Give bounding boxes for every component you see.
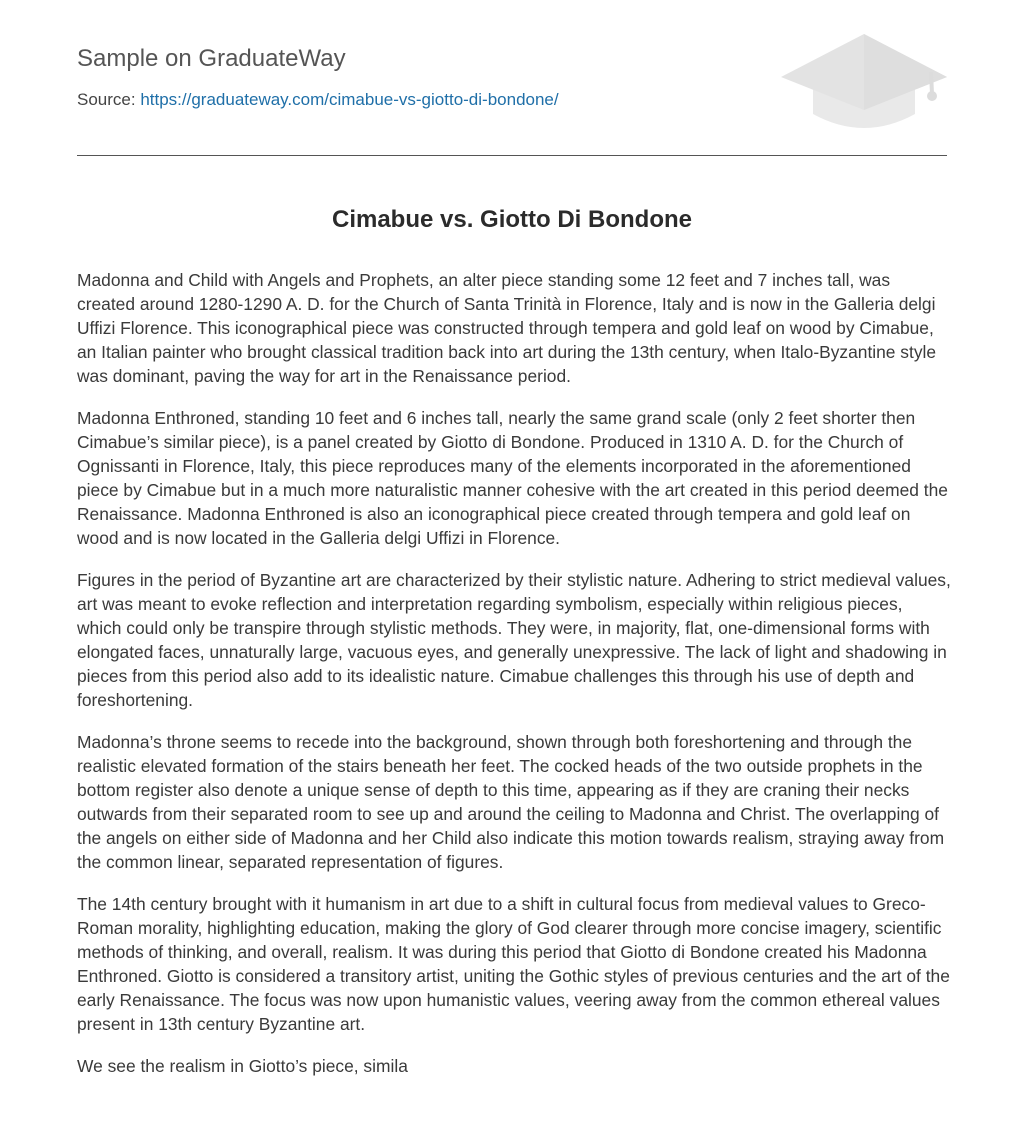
essay-paragraph: Madonna and Child with Angels and Prophets, an alter piece standing some 12 feet and 7 inches tall, was created around 1280-1290 A. D. for the Church of Santa Trinità in Florence, Italy and is now in the Galleria delgi Uffizi Florence. This iconographical piece was constructed through tempera and gold leaf on wood by Cimabue, an Italian painter who brought classical tradition back into art during the 13th century, when Italo-Byzantine style was dominant, paving the way for art in the Renaissance period. <box>77 270 937 386</box>
source-label: Source: <box>77 90 141 109</box>
essay-paragraph: Madonna’s throne seems to recede into the background, shown through both foreshortening and through the realistic elevated formation of the stairs beneath her feet. The cocked heads of the two outside prophets in the bottom register also denote a unique sense of depth to this time, appearing as if they are craning their necks outwards from their separated room to see up and around the ceiling to Madonna and Christ. The overlapping of the angels on either side of Madonna and her Child also indicate this motion towards realism, straying away from the common linear, separated representation of figures. <box>77 732 945 872</box>
source-link[interactable]: https://graduateway.com/cimabue-vs-giotto-di-bondone/ <box>140 90 559 109</box>
graduation-cap-icon <box>781 30 947 134</box>
essay-body <box>77 268 951 1096</box>
essay-paragraph: Madonna Enthroned, standing 10 feet and 6 inches tall, nearly the same grand scale (only 2 feet shorter then Cimabue’s similar piece), is a panel created by Giotto di Bondone. Produced in 1310 A. D. for the Church of Ognissanti in Florence, Italy, this piece reproduces many of the elements incorporated in the aforementioned piece by Cimabue but in a much more naturalistic manner cohesive with the art created in this period deemed the Renaissance. Madonna Enthroned is also an iconographical piece created through tempera and gold leaf on wood and is now located in the Galleria delgi Uffizi in Florence. <box>77 408 948 548</box>
essay-paragraph: The 14th century brought with it humanism in art due to a shift in cultural focus from medieval values to Greco-Roman morality, highlighting education, making the glory of God clearer through more concise imagery, scientific methods of thinking, and overall, realism. It was during this period that Giotto di Bondone created his Madonna Enthroned. Giotto is considered a transitory artist, uniting the Gothic styles of previous centuries and the art of the early Renaissance. The focus was now upon humanistic values, veering away from the common ethereal values present in 13th century Byzantine art. <box>77 894 950 1034</box>
document-page <box>77 0 951 1076</box>
page-header <box>77 0 947 156</box>
site-title: Sample on GraduateWay <box>77 45 346 72</box>
source-line <box>77 89 559 111</box>
essay-paragraph-truncated: We see the realism in Giotto’s piece, simila <box>77 1056 408 1076</box>
essay-title: Cimabue vs. Giotto Di Bondone <box>331 206 692 233</box>
essay-paragraph: Figures in the period of Byzantine art are characterized by their stylistic nature. Adhering to strict medieval values, art was meant to evoke reflection and interpretation regarding symbolism, especially within religious pieces, which could only be transpire through stylistic methods. They were, in majority, flat, one-dimensional forms with elongated faces, unnaturally large, vacuous eyes, and generally unexpressive. The lack of light and shadowing in pieces from this period also add to its idealistic nature. Cimabue challenges this through his use of depth and foreshortening. <box>77 570 951 710</box>
